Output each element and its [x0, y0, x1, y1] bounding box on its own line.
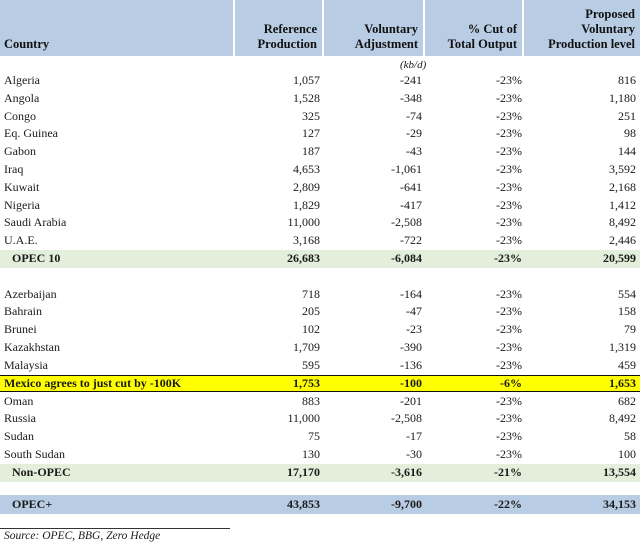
mexico-highlight-row — [0, 375, 640, 393]
cell-country: Azerbaijan — [4, 286, 57, 301]
units-label: (kb/d) — [400, 59, 427, 71]
cell-pct: -23% — [496, 429, 522, 444]
cell-adj: -23 — [406, 322, 422, 337]
cell-pct: -23% — [494, 251, 522, 265]
cell-country: Malaysia — [4, 357, 48, 372]
table-row — [0, 143, 640, 161]
table-row — [0, 197, 640, 215]
cell-country: Non-OPEC — [12, 464, 71, 479]
cell-prop: 251 — [618, 108, 636, 123]
header-pct — [425, 0, 522, 56]
cell-country: Russia — [4, 411, 37, 426]
source-note: Source: OPEC, BBG, Zero Hedge — [4, 530, 161, 542]
cell-adj: -164 — [400, 286, 422, 301]
cell-ref: 187 — [302, 144, 320, 159]
cell-country: Mexico agrees to just cut by -100K — [4, 375, 182, 390]
cell-adj: -47 — [406, 304, 422, 319]
cell-country: Kuwait — [4, 179, 40, 194]
table-row — [0, 214, 640, 232]
cell-pct: -23% — [496, 108, 522, 123]
cell-prop: 2,168 — [609, 179, 636, 194]
header-reference-label: Reference Production — [257, 22, 317, 51]
table-row — [0, 232, 640, 250]
cell-adj: -1,061 — [391, 162, 422, 176]
cell-ref: 130 — [302, 447, 320, 461]
cell-country: U.A.E. — [4, 233, 38, 248]
cell-country: Saudi Arabia — [4, 215, 67, 230]
cell-prop: 98 — [624, 126, 636, 141]
cell-country: OPEC+ — [12, 496, 53, 511]
table-row — [0, 90, 640, 108]
cell-ref: 75 — [308, 429, 320, 444]
cell-ref: 595 — [302, 357, 320, 372]
cell-ref: 102 — [302, 322, 320, 337]
cell-prop: 34,153 — [603, 496, 636, 511]
cell-ref: 11,000 — [287, 411, 320, 426]
cell-country: Sudan — [4, 429, 34, 444]
cell-prop: 554 — [618, 286, 636, 301]
cell-country: OPEC 10 — [12, 251, 61, 265]
table-row — [0, 72, 640, 90]
cell-adj: -417 — [400, 197, 422, 212]
opec-plus-total-row — [0, 495, 640, 514]
cell-prop: 1,653 — [609, 375, 636, 390]
cell-adj: -29 — [406, 126, 422, 141]
cell-country: Nigeria — [4, 197, 40, 212]
cell-ref: 1,709 — [293, 340, 320, 354]
cell-pct: -23% — [496, 90, 522, 105]
cell-adj: -390 — [400, 340, 422, 354]
cell-adj: -201 — [400, 393, 422, 408]
cell-adj: -74 — [406, 108, 422, 123]
nonopec-total-row — [0, 464, 640, 482]
cell-ref: 26,683 — [287, 251, 320, 265]
cell-country: Angola — [4, 90, 40, 105]
cell-ref: 3,168 — [293, 233, 320, 248]
cell-pct: -22% — [494, 496, 522, 511]
cell-adj: -241 — [400, 73, 422, 87]
cell-prop: 682 — [618, 393, 636, 408]
header-country-label: Country — [4, 37, 50, 51]
cell-pct: -23% — [496, 411, 522, 426]
cell-prop: 79 — [624, 322, 636, 337]
cell-country: South Sudan — [4, 447, 66, 461]
cell-ref: 17,170 — [287, 464, 320, 479]
cell-prop: 1,412 — [609, 197, 636, 212]
header-voluntary-label: Voluntary Adjustment — [354, 22, 418, 51]
cell-country: Algeria — [4, 73, 40, 87]
cell-country: Bahrain — [4, 304, 42, 319]
cell-adj: -722 — [400, 233, 422, 248]
cell-prop: 8,492 — [609, 411, 636, 426]
cell-pct: -23% — [496, 322, 522, 337]
cell-adj: -136 — [400, 357, 422, 372]
cell-prop: 1,180 — [609, 90, 636, 105]
cell-prop: 100 — [618, 447, 636, 461]
table-header — [0, 0, 640, 57]
cell-ref: 883 — [302, 393, 320, 408]
cell-prop: 58 — [624, 429, 636, 444]
cell-adj: -100 — [400, 375, 422, 390]
cell-pct: -23% — [496, 126, 522, 141]
cell-adj: -348 — [400, 90, 422, 105]
cell-pct: -23% — [496, 393, 522, 408]
cell-ref: 11,000 — [287, 215, 320, 230]
cell-pct: -23% — [496, 286, 522, 301]
cell-pct: -23% — [496, 357, 522, 372]
cell-country: Eq. Guinea — [4, 126, 58, 141]
cell-country: Kazakhstan — [4, 340, 60, 354]
cell-country: Gabon — [4, 144, 36, 159]
table-row — [0, 446, 640, 464]
table-row — [0, 357, 640, 375]
cell-prop: 459 — [618, 357, 636, 372]
table-row — [0, 108, 640, 126]
table-row — [0, 410, 640, 428]
table-row — [0, 321, 640, 339]
table-row — [0, 303, 640, 321]
cell-country: Iraq — [4, 162, 24, 176]
cell-ref: 1,528 — [293, 90, 320, 105]
cell-prop: 20,599 — [603, 251, 636, 265]
header-proposed — [524, 0, 640, 56]
cell-prop: 3,592 — [609, 162, 636, 176]
cell-ref: 1,057 — [293, 73, 320, 87]
cell-prop: 8,492 — [609, 215, 636, 230]
cell-adj: -2,508 — [391, 215, 422, 230]
cell-pct: -6% — [500, 375, 522, 390]
cell-ref: 1,829 — [293, 197, 320, 212]
cell-pct: -23% — [496, 162, 522, 176]
table-row — [0, 428, 640, 446]
cell-country: Brunei — [4, 322, 37, 337]
cell-adj: -641 — [400, 179, 422, 194]
cell-ref: 43,853 — [287, 496, 320, 511]
cell-ref: 127 — [302, 126, 320, 141]
table-row — [0, 179, 640, 197]
header-reference — [235, 0, 322, 56]
cell-ref: 2,809 — [293, 179, 320, 194]
cell-adj: -43 — [406, 144, 422, 159]
cell-pct: -23% — [496, 144, 522, 159]
header-voluntary — [324, 0, 423, 56]
cell-pct: -23% — [496, 215, 522, 230]
cell-pct: -23% — [496, 73, 522, 87]
table-row — [0, 393, 640, 411]
table-row — [0, 125, 640, 143]
cell-pct: -23% — [496, 304, 522, 319]
header-country — [0, 0, 233, 56]
cell-adj: -30 — [406, 447, 422, 461]
table-row — [0, 161, 640, 179]
cell-pct: -23% — [496, 340, 522, 354]
cell-adj: -2,508 — [391, 411, 422, 426]
cell-adj: -3,616 — [391, 464, 422, 479]
cell-adj: -6,084 — [391, 251, 422, 265]
cell-country: Oman — [4, 393, 34, 408]
cell-prop: 816 — [618, 73, 636, 87]
cell-prop: 144 — [618, 144, 636, 159]
cell-ref: 205 — [302, 304, 320, 319]
cell-pct: -23% — [496, 179, 522, 194]
table-row — [0, 339, 640, 357]
cell-prop: 1,319 — [609, 340, 636, 354]
cell-pct: -21% — [494, 464, 522, 479]
cell-pct: -23% — [496, 447, 522, 461]
cell-adj: -9,700 — [391, 496, 422, 511]
cell-adj: -17 — [406, 429, 422, 444]
cell-ref: 4,653 — [293, 162, 320, 176]
cell-ref: 718 — [302, 286, 320, 301]
cell-prop: 2,446 — [609, 233, 636, 248]
header-proposed-label: Proposed Voluntary Production level — [548, 7, 635, 51]
cell-pct: -23% — [496, 197, 522, 212]
cell-prop: 13,554 — [603, 464, 636, 479]
source-divider — [0, 528, 230, 529]
cell-pct: -23% — [496, 233, 522, 248]
cell-ref: 1,753 — [293, 375, 320, 390]
cell-ref: 325 — [302, 108, 320, 123]
cell-country: Congo — [4, 108, 37, 123]
opec-total-row — [0, 250, 640, 268]
table-row — [0, 286, 640, 304]
cell-prop: 158 — [618, 304, 636, 319]
header-pct-label: % Cut of Total Output — [447, 22, 517, 51]
